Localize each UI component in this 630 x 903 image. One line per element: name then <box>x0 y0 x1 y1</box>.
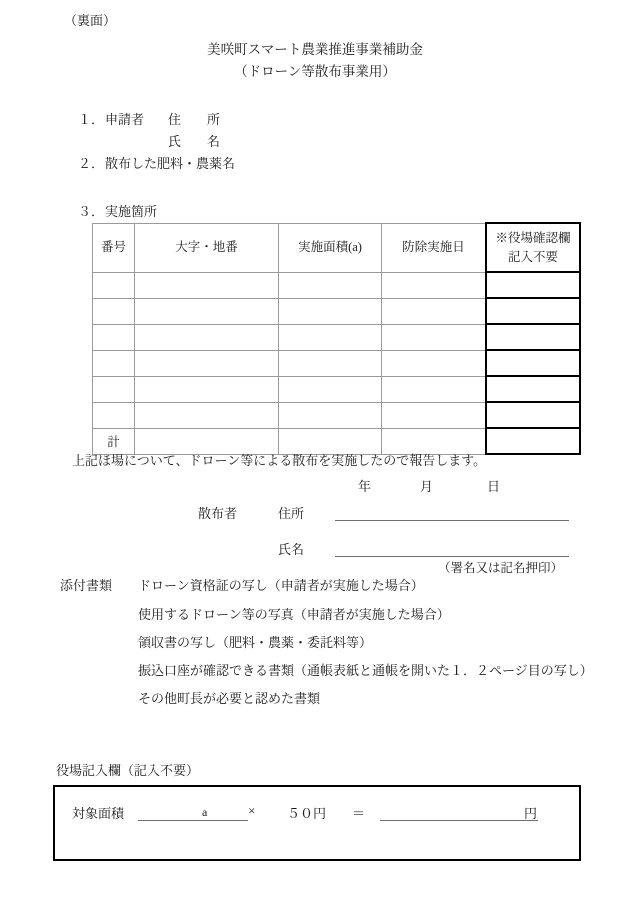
cell-number[interactable] <box>93 350 135 376</box>
target-area-input[interactable] <box>138 820 248 821</box>
equals-symbol: ＝ <box>352 806 366 821</box>
target-area-label: 対象面積 <box>72 806 125 821</box>
date-month-label: 月 <box>420 479 434 494</box>
cell-office-check <box>486 272 580 298</box>
attachment-item: 振込口座が確認できる書類（通帳表紙と通帳を開いた１．２ページ目の写し） <box>138 663 593 678</box>
attachment-item: 領収書の写し（肥料・農薬・委託料等） <box>138 635 373 650</box>
report-statement: 上記ほ場について、ドローン等による散布を実施したので報告します。 <box>72 453 487 468</box>
cell-place[interactable] <box>135 376 279 402</box>
back-side-label: （裏面） <box>64 13 117 28</box>
attachments-label: 添付書類 <box>60 578 113 593</box>
attachment-item: その他町長が必要と認めた書類 <box>138 691 321 706</box>
header-cell-place: 大字・地番 <box>135 223 279 272</box>
cell-number[interactable] <box>93 298 135 324</box>
cell-date[interactable] <box>382 402 487 428</box>
date-day-label: 日 <box>487 479 501 494</box>
document-subtitle: （ドローン等散布事業用） <box>234 64 396 79</box>
cell-area[interactable] <box>279 324 382 350</box>
item-2-label: 散布した肥料・農薬名 <box>105 156 236 171</box>
office-check-line1: ※役場確認欄 <box>495 231 571 246</box>
item-3-label: 実施箇所 <box>105 204 158 219</box>
table-row[interactable] <box>93 376 581 402</box>
cell-number[interactable] <box>93 272 135 298</box>
applicant-address-label: 住 所 <box>168 112 221 127</box>
subsidy-result-input[interactable] <box>380 820 538 821</box>
attachment-item: 使用するドローン等の写真（申請者が実施した場合） <box>138 607 450 622</box>
office-use-box <box>53 785 581 861</box>
signature-seal-note: （署名又は記名押印） <box>438 561 564 575</box>
cell-office-check <box>486 376 580 402</box>
currency-unit-label: 円 <box>524 806 538 821</box>
multiply-symbol: × <box>248 803 256 818</box>
total-cell-office-check <box>486 428 580 454</box>
cell-date[interactable] <box>382 376 487 402</box>
table-row[interactable] <box>93 402 581 428</box>
header-cell-date: 防除実施日 <box>382 223 487 272</box>
table-row[interactable] <box>93 350 581 376</box>
item-3-number: ３． <box>78 204 105 219</box>
cell-number[interactable] <box>93 376 135 402</box>
header-cell-number: 番号 <box>93 223 135 272</box>
cell-office-check <box>486 402 580 428</box>
item-1-number: １． <box>78 112 105 127</box>
cell-office-check <box>486 324 580 350</box>
item-1-label: 申請者 <box>105 112 145 127</box>
sprayer-address-input[interactable] <box>335 520 569 521</box>
office-use-label: 役場記入欄（記入不要） <box>56 763 200 778</box>
sprayer-label: 散布者 <box>198 506 238 521</box>
office-check-line2: 記入不要 <box>507 249 558 264</box>
area-unit-label: a <box>202 805 208 819</box>
sprayer-name-input[interactable] <box>335 556 569 557</box>
implementation-site-table <box>92 222 581 455</box>
cell-area[interactable] <box>279 298 382 324</box>
table-header-row <box>93 223 581 272</box>
cell-office-check <box>486 350 580 376</box>
cell-area[interactable] <box>279 402 382 428</box>
table-row[interactable] <box>93 298 581 324</box>
cell-place[interactable] <box>135 350 279 376</box>
attachment-item: ドローン資格証の写し（申請者が実施した場合） <box>138 578 424 593</box>
date-year-label: 年 <box>358 479 372 494</box>
total-row-label: 計 <box>93 428 135 454</box>
cell-date[interactable] <box>382 298 487 324</box>
table-row[interactable] <box>93 324 581 350</box>
cell-place[interactable] <box>135 272 279 298</box>
sprayer-name-label: 氏名 <box>278 542 305 557</box>
item-2-number: ２． <box>78 156 105 171</box>
cell-place[interactable] <box>135 324 279 350</box>
cell-office-check <box>486 298 580 324</box>
unit-rate-label: ５０円 <box>287 806 327 821</box>
cell-area[interactable] <box>279 376 382 402</box>
sprayer-address-label: 住所 <box>278 506 305 521</box>
header-cell-area: 実施面積(a) <box>279 223 382 272</box>
document-title: 美咲町スマート農業推進事業補助金 <box>207 42 423 57</box>
cell-area[interactable] <box>279 272 382 298</box>
cell-area[interactable] <box>279 350 382 376</box>
applicant-name-label: 氏 名 <box>168 134 221 149</box>
table-row[interactable] <box>93 272 581 298</box>
header-cell-office-check <box>486 223 580 272</box>
cell-date[interactable] <box>382 350 487 376</box>
cell-place[interactable] <box>135 298 279 324</box>
cell-number[interactable] <box>93 402 135 428</box>
cell-number[interactable] <box>93 324 135 350</box>
cell-date[interactable] <box>382 324 487 350</box>
cell-date[interactable] <box>382 272 487 298</box>
cell-place[interactable] <box>135 402 279 428</box>
